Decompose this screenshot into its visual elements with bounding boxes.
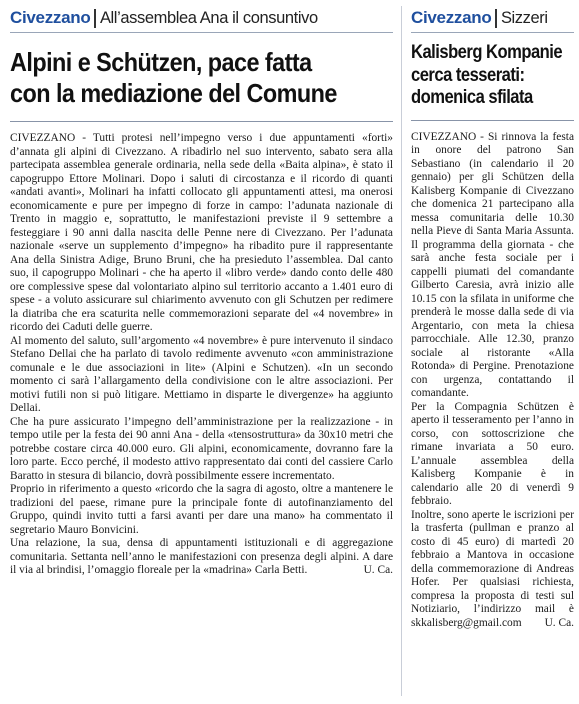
left-paragraph-5-text: Una relazione, la sua, densa di appuntamenti istituzionali e di aggregazione comunitaria. Settanta nell’anno le manifestazioni con presenza degli alpini. A dare il via al brindisi, l’omaggio floreale per la «madrina» Carla Betti. <box>10 537 393 576</box>
right-paragraph-3-text: Inoltre, sono aperte le iscrizioni per la trasferta (pullman e pranzo al costo di 45 euro) di martedì 20 febbraio a Mantova in occasione della commemorazione di Andreas Hofer. Per qualsiasi richiesta, compresa la proposta di testi sul Notiziario, l’indirizzo mail è skkalisberg@gmail.com <box>411 508 574 629</box>
left-article <box>10 0 393 578</box>
left-headline <box>10 47 355 109</box>
right-headline <box>411 41 563 109</box>
left-kicker-topic: All’assemblea Ana il consuntivo <box>99 8 318 27</box>
left-headline-line2: con la mediazione del Comune <box>10 78 337 108</box>
left-kicker-tag: Civezzano <box>10 8 91 27</box>
right-headline-line1: Kalisberg Kompanie <box>411 41 563 63</box>
left-headline-line1: Alpini e Schützen, pace fatta <box>10 47 312 77</box>
right-paragraph-1: CIVEZZANO - Si rinnova la festa in onore del patrono San Sebastiano (in calendario il 20 gennaio) per gli Schützen della Kalisberg Kompanie di Civezzano che domenica 21 partecipano alla messa comunitaria delle 10.30 nella Pieve di Santa Maria Assunta. Il programma della giornata - che sarà anche festa sociale per i cappelli piumati del comandante Gilberto Caresia, avrà inizio alle 10.15 con la sfilata in uniforme che prenderà le mosse dalla sede di via Argentario, con meta la chiesa parrocchiale. Alle 12.30, pranzo sociale al ristorante «Alla Rotonda» di Pergine. Prenotazione con urgenza, contattando il comandante. <box>411 130 574 399</box>
right-kicker-topic: Sizzeri <box>500 8 548 27</box>
right-article-body <box>411 131 574 631</box>
kicker-separator <box>94 9 96 28</box>
right-headline-line2: cerca tesserati: <box>411 63 525 86</box>
left-headline-rule <box>10 121 393 122</box>
kicker-separator <box>495 9 497 28</box>
right-kicker-tag: Civezzano <box>411 8 492 27</box>
right-paragraph-3 <box>411 509 574 631</box>
left-paragraph-4: Proprio in riferimento a questo «ricordo che la sagra di agosto, oltre a mantenere le tradizioni del paese, rimane pure la principale fonte di autofinanziamento del Gruppo, quindi invito tutti a farsi avanti per dare una mano» ha commentato il segretario Mauro Bonvicini. <box>10 483 393 536</box>
left-paragraph-1: CIVEZZANO - Tutti protesi nell’impegno verso i due appuntamenti «forti» d’annata gli alpini di Civezzano. A ribadirlo nel suo intervento, sabato sera alla partecipata assemblea generale ordinaria, nella sede della «Baita alpina», è stato il capogruppo Ettore Molinari. Dopo i saluti di circostanza e il ricordo di quanti «andati avanti», Molinari ha infatti collocato gli appuntamenti attesi, ma onerosi economicamente e pure per impegno di forze in campo: l’adunata nazionale di Trento in maggio e, soprattutto, le manifestazioni previste il 9 settembre a festeggiare i 90 anni dalla nascita delle Penne nere di Civezzano. Per l’adunata nazionale «serve un supplemento d’impegno» ha ribadito pure il rappresentante Ana della Sinistra Adige, Bruno Bruni, che ha presieduto l’assemblea. Dal canto suo, il capogruppo Molinari - che ha aperto il «libro verde» dando conto delle 480 ore complessive spese dal volontariato alpino sul territorio accanto a 1.401 euro di spese - a voluto assicurare sul chiarimento avvenuto con gli Schutzen per redimere la diatriba che era scaturita nelle commemorazioni separate del «4 novembre» in ricordo dei Caduti delle guerre. <box>10 132 393 333</box>
right-kicker <box>411 4 574 33</box>
right-signature: U. Ca. <box>544 616 574 629</box>
left-paragraph-2: Al momento del saluto, sull’argomento «4 novembre» è pure intervenuto il sindaco Stefano Dellai che ha parlato di tavolo redimente avvenuto «con amministrazione comunale e le due associazioni in lite» (Alpini e Schutzen). «In un secondo momento ci sarà l’allargamento della condivisione con le altre associazioni. Per motivi futili non si può litigare. Mettiamo in disparte le divergenze» ha aggiunto Dellai. <box>10 334 393 414</box>
column-separator <box>401 6 402 696</box>
left-article-body <box>10 132 393 578</box>
left-paragraph-3: Che ha pure assicurato l’impegno dell’amministrazione per la realizzazione - in tempo utile per la festa dei 90 anni Ana - della «tensostruttura» da 30x10 metri che potrebbe costare circa 40.000 euro. Gli alpini, economicamente, dovranno fare la loro parte. Ecco perché, il modesto attivo rappresentato dai conti del cassiere Carlo Baratto in stesura di bilancio, dovrà possibilmente essere incrementato. <box>10 415 393 482</box>
right-headline-line3: domenica sfilata <box>411 86 533 108</box>
right-headline-rule <box>411 120 574 121</box>
left-paragraph-5 <box>10 537 393 578</box>
right-article <box>411 0 574 630</box>
right-paragraph-2: Per la Compagnia Schützen è aperto il tesseramento per l’anno in corso, con sottoscrizione che rimane invariata a 50 euro. L’annuale assemblea della Kalisberg Kompanie è in calendario alle 20 di venerdì 9 febbraio. <box>411 400 574 507</box>
left-signature: U. Ca. <box>363 564 393 576</box>
left-kicker <box>10 4 393 33</box>
